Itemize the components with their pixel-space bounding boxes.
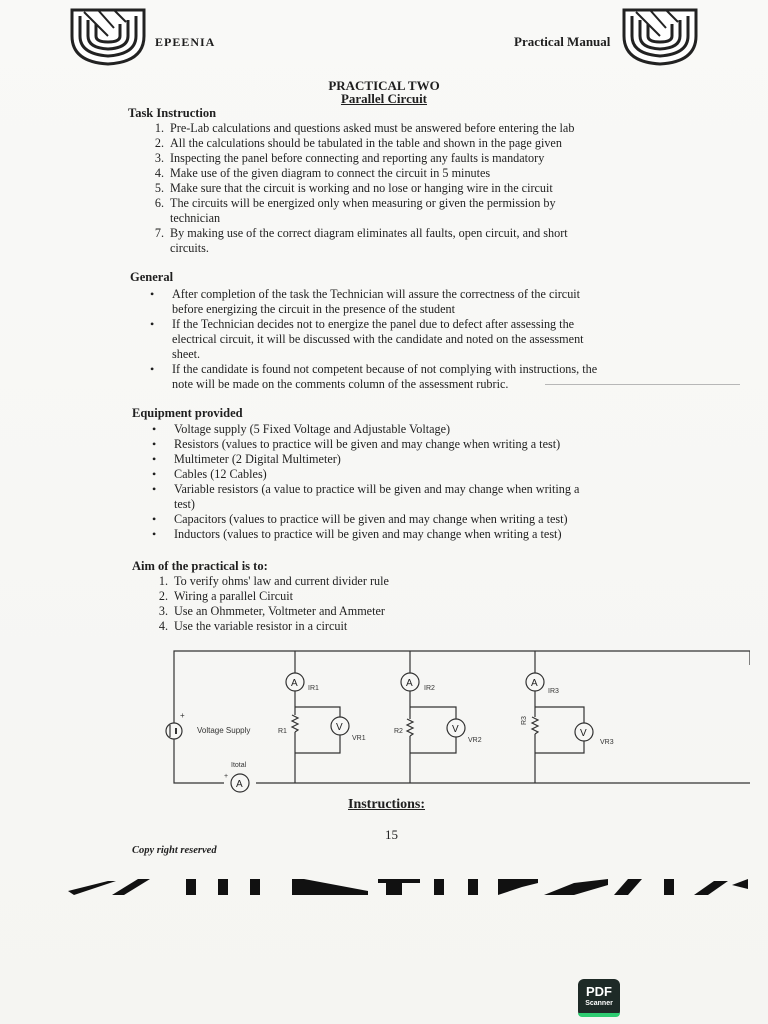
bullet-icon: • <box>152 452 157 466</box>
list-item-number: 1. <box>158 574 168 588</box>
list-item <box>154 166 660 181</box>
bullet-item-text: Capacitors (values to practice will be given and may change when writing a test) <box>174 512 568 526</box>
list-item-text: Inspecting the panel before connecting and reporting any faults is mandatory <box>170 151 545 165</box>
bullet-item-text: If the Technician decides not to energize the panel due to defect after assessing the <box>172 317 575 331</box>
header-institution: EPEENIA <box>155 35 216 49</box>
list-item-text: Pre-Lab calculations and questions asked must be answered before entering the lab <box>170 121 575 135</box>
svg-text:+: + <box>224 773 229 780</box>
ammeter-branch2-icon <box>401 673 419 691</box>
pdf-scanner-icon: PDF Scanner <box>578 979 620 1017</box>
list-item-text: All the calculations should be tabulated in the table and shown in the page given <box>170 136 562 150</box>
list-item-number: 2. <box>154 136 164 150</box>
list-item <box>154 181 660 196</box>
bullet-icon: • <box>152 512 157 526</box>
bullet-icon: • <box>152 437 157 451</box>
practical-subtitle: Parallel Circuit <box>340 91 428 106</box>
svg-text:A: A <box>291 678 298 689</box>
general-heading: General <box>130 270 174 284</box>
svg-text:+: + <box>180 711 185 720</box>
r1-label: R1 <box>278 728 287 735</box>
svg-text:A: A <box>406 678 413 689</box>
bullet-item-text: Cables (12 Cables) <box>174 467 267 481</box>
list-item <box>158 619 664 634</box>
bullet-item-text: Inductors (values to practice will be given and may change when writing a test) <box>174 527 562 541</box>
bullet-item <box>150 317 662 362</box>
list-item-text: The circuits will be energized only when measuring or given the permission by <box>170 196 556 210</box>
r3-label: R3 <box>521 716 528 725</box>
list-item-text: circuits. <box>170 241 209 255</box>
list-item <box>158 604 664 619</box>
list-item <box>158 574 664 589</box>
svg-text:V: V <box>336 722 343 733</box>
bullet-item-text: test) <box>174 497 195 511</box>
list-item-text: Make sure that the circuit is working and no lose or hanging wire in the circuit <box>170 181 553 195</box>
svg-text:A: A <box>531 678 538 689</box>
parallel-circuit-diagram <box>160 645 750 805</box>
ir1-label: IR1 <box>308 685 319 692</box>
list-item-text: technician <box>170 211 221 225</box>
bullet-item <box>152 512 664 527</box>
bullet-item-text: Variable resistors (a value to practice will be given and may change when writing a <box>174 482 580 496</box>
voltage-supply-icon <box>166 723 182 739</box>
bullet-item-text: note will be made on the comments column of the assessment rubric. <box>172 377 509 391</box>
svg-text:V: V <box>580 728 587 739</box>
bullet-item-text: If the candidate is found not competent because of not complying with instructions, the <box>172 362 598 376</box>
list-item-number: 7. <box>154 226 164 240</box>
copyright-notice: Copy right reserved <box>132 845 217 856</box>
bullet-icon: • <box>152 467 157 481</box>
svg-text:A: A <box>236 779 243 790</box>
list-item <box>154 151 660 166</box>
list-item-text: By making use of the correct diagram eliminates all faults, open circuit, and short <box>170 226 568 240</box>
general-list <box>150 287 662 392</box>
ir3-label: IR3 <box>548 688 559 695</box>
list-item <box>154 226 660 256</box>
header-manual-title: Practical Manual <box>514 34 611 49</box>
university-logo-icon <box>68 6 148 66</box>
list-item-number: 6. <box>154 196 164 210</box>
task-instruction-list <box>154 121 660 256</box>
aim-list <box>158 574 664 634</box>
list-item-number: 4. <box>158 619 168 633</box>
ammeter-branch1-icon <box>286 673 304 691</box>
list-item-number: 3. <box>158 604 168 618</box>
instructions-heading: Instructions: <box>348 797 426 812</box>
resistor-r1-icon <box>292 715 298 732</box>
practical-title: PRACTICAL TWO <box>328 78 440 93</box>
bullet-item-text: electrical circuit, it will be discussed with the candidate and noted on the assessment <box>172 332 584 346</box>
bullet-icon: • <box>150 287 155 301</box>
ammeter-branch3-icon <box>526 673 544 691</box>
vr2-label: VR2 <box>468 737 482 744</box>
svg-text:V: V <box>452 724 459 735</box>
list-item <box>158 589 664 604</box>
resistor-r3-icon <box>532 717 538 734</box>
list-item-number: 3. <box>154 151 164 165</box>
itotal-label: Itotal <box>231 762 247 769</box>
list-item-text: Make use of the given diagram to connect the circuit in 5 minutes <box>170 166 491 180</box>
list-item-text: To verify ohms' law and current divider rule <box>174 574 389 588</box>
ir2-label: IR2 <box>424 685 435 692</box>
list-item <box>154 136 660 151</box>
bullet-item-text: sheet. <box>172 347 201 361</box>
resistor-r2-icon <box>407 719 413 736</box>
list-item-number: 4. <box>154 166 164 180</box>
bullet-item <box>152 482 664 512</box>
bullet-icon: • <box>150 317 155 331</box>
bullet-icon: • <box>152 482 157 496</box>
bullet-item <box>152 437 664 452</box>
list-item-text: Wiring a parallel Circuit <box>174 589 293 603</box>
list-item <box>154 121 660 136</box>
task-instruction-heading: Task Instruction <box>128 106 217 120</box>
page-number: 15 <box>385 827 398 842</box>
bullet-item-text: Resistors (values to practice will be given and may change when writing a test) <box>174 437 561 451</box>
list-item-number: 2. <box>158 589 168 603</box>
voltmeter-r2-icon <box>447 719 465 737</box>
bullet-item-text: Multimeter (2 Digital Multimeter) <box>174 452 341 466</box>
bullet-item <box>152 452 664 467</box>
bullet-item-text: before energizing the circuit in the presence of the student <box>172 302 456 316</box>
bullet-item <box>150 362 662 392</box>
list-item-number: 5. <box>154 181 164 195</box>
bullet-item-text: After completion of the task the Technician will assure the correctness of the circuit <box>172 287 581 301</box>
supply-label: Voltage Supply <box>197 726 251 735</box>
list-item-text: Use an Ohmmeter, Voltmeter and Ammeter <box>174 604 385 618</box>
bullet-item <box>150 287 662 317</box>
bullet-item <box>152 467 664 482</box>
bullet-icon: • <box>150 362 155 376</box>
equipment-list <box>152 422 664 542</box>
bullet-icon: • <box>152 527 157 541</box>
bullet-item <box>152 527 664 542</box>
bullet-item <box>152 422 664 437</box>
list-item-text: Use the variable resistor in a circuit <box>174 619 348 633</box>
divider <box>545 384 740 385</box>
list-item <box>154 196 660 226</box>
bullet-item-text: Voltage supply (5 Fixed Voltage and Adjustable Voltage) <box>174 422 451 436</box>
bullet-icon: • <box>152 422 157 436</box>
voltmeter-r1-icon <box>331 717 349 735</box>
r2-label: R2 <box>394 728 403 735</box>
equipment-heading: Equipment provided <box>132 406 243 420</box>
voltmeter-r3-icon <box>575 723 593 741</box>
vr3-label: VR3 <box>600 739 614 746</box>
ammeter-total-icon <box>231 774 249 792</box>
vr1-label: VR1 <box>352 735 366 742</box>
decorative-stripe-band <box>68 875 748 897</box>
aim-heading: Aim of the practical is to: <box>132 559 268 573</box>
list-item-number: 1. <box>154 121 164 135</box>
university-logo-icon <box>620 6 700 66</box>
